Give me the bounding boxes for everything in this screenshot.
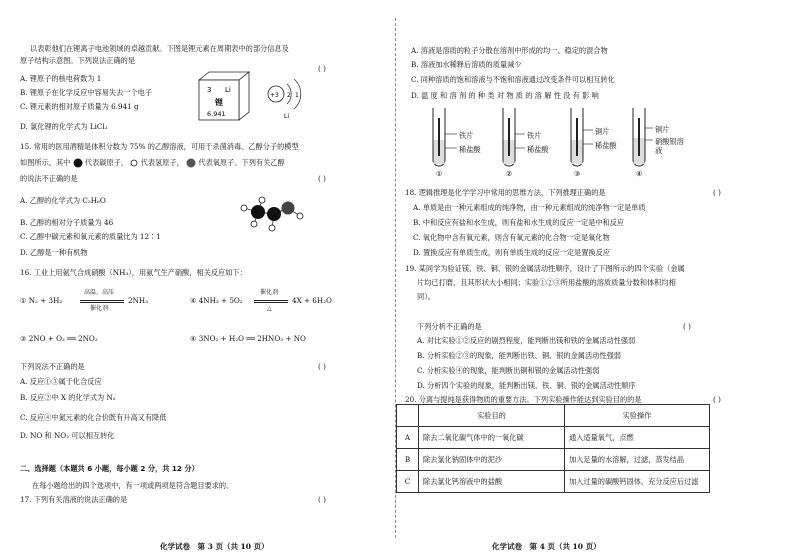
tube-2-liquid: 稀盐酸 [527,145,549,154]
q17-intro: 17. 下列有关溶液的说法正确的是 [20,495,128,504]
q16-answer-paren: ( ) [318,362,326,371]
atom-structure-diagram [260,72,308,122]
q15-option-c: C. 乙醇中碳元素和氧元素的质量比为 12∶1 [20,232,161,241]
q14-option-a: A. 锂原子的核电荷数为 1 [20,74,102,83]
hydrogen-atom-icon [130,159,138,167]
tube-4-number: ④ [636,170,643,178]
q15-option-a: A. 乙醇的化学式为 C₂H₆O [20,196,106,205]
atom-shell-1: 2 [287,92,291,99]
q16-intro: 16. 工业上用氨气合成硝酸（NH₃），用氨气生产硝酸，相关反应如下： [20,268,247,277]
q17-option-c: C. 同种溶质的饱和溶液与不饱和溶液通过改变条件可以相互转化 [411,75,615,84]
tube-4-metal: 铜片 [655,125,670,134]
carbon-atom-icon [73,158,83,168]
table-cell: B [397,449,419,471]
q16-eq4: ④ 3NO₂ + H₂O ══ 2HNO₃ + NO [190,334,306,343]
table-row [397,449,710,471]
tube-3-number: ③ [574,170,581,178]
tube-2-metal: 铁片 [527,131,542,140]
q16-eq2-condition-bottom: △ [267,305,272,312]
table-cell: 加入过量的碳酸钙固体，充分反应后过滤 [565,471,710,493]
q15-text-b: 代表碳原子， [84,158,129,167]
table-cell: C [397,471,419,493]
cell-name: 锂 [215,97,223,107]
footer-page-4: 化学试卷 第 4 页（共 10 页） [492,542,601,551]
q16-eq2-left: ④ 4NH₃ + 5O₂ [190,296,243,305]
section-2-title: 二、选择题（本题共 6 小题，每小题 2 分，共 12 分） [20,464,199,473]
tube-1-number: ① [436,170,443,178]
q19-option-d: D. 分析四个实验的现象，能判断出镁、铁、铜、银的金属活动性顺序 [417,381,636,390]
footer-page-3: 化学试卷 第 3 页（共 10 页） [160,542,269,551]
q19-option-a: A. 对比实验①②反应的剧烈程度，能判断出镁和铁的金属活动性强弱 [417,336,636,345]
tube-1-metal: 铁片 [459,131,474,140]
tube-3-liquid: 稀盐酸 [595,141,617,150]
section-2-description: 在每小题给出的四个选项中，有一项或两项是符合题目要求的。 [32,481,234,490]
q14-option-c: C. 锂元素的相对原子质量为 6.941 g [20,102,139,111]
q20-answer-paren: ( ) [713,395,721,404]
q18-option-c: C. 氧化物中含有氧元素，则含有氧元素的化合物一定是氧化物 [413,233,610,242]
ethanol-molecule-model [232,192,312,236]
q16-eq1-condition-top: 高温、高压 [84,289,115,296]
table-cell: 除去二氧化碳气体中的一氧化碳 [419,427,565,449]
q14-option-b: B. 锂原子在化学反应中容易失去一个电子 [20,88,153,97]
q17-option-a: A. 溶液是溶质的粒子分散在溶剂中形成的均一、稳定的混合物 [411,46,608,55]
q15-line-3: 的说法不正确的是 [20,174,78,183]
table-row [397,427,710,449]
tube-4 [633,108,653,178]
tube-2 [503,108,525,178]
q16-eq1-arrow-line [80,300,124,301]
q16-eq2-right: 4X + 6H₂O [292,296,332,305]
q16-option-a: A. 反应①③属于化合反应 [20,377,102,386]
q19-option-c: C. 分析实验④的现象，能判断出铜和银的金属活动性强弱 [417,366,600,375]
q16-option-d: D. NO 和 NO₂ 可以相互转化 [20,431,115,440]
tube-3-metal: 铜片 [595,127,610,136]
q17-answer-paren: ( ) [318,495,326,504]
q19-line-3: 同）。 [417,292,435,301]
q15-option-b: B. 乙醇的相对分子质量为 46 [20,218,114,227]
q16-option-b: B. 反应②中 X 的化学式为 N₂ [20,393,116,402]
table-cell: 通入适量氧气，点燃 [565,427,710,449]
q15-text-a: 如图所示，其中 [20,158,71,167]
periodic-cell-lithium [193,70,253,122]
table-cell: 除去氯化钠固体中的泥沙 [419,449,565,471]
q16-question: 下列说法不正确的是 [20,362,85,371]
cell-atomic-number: 3 [207,86,212,94]
q16-option-c: C. 反应④中氮元素的化合价既有升高又有降低 [20,413,167,422]
q15-line-2 [20,158,285,168]
q14-option-d: D. 氯化锂的化学式为 LiCl₂ [20,122,108,131]
q14-intro-line-2: 原子结构示意图。下列说法正确的是 [20,56,136,65]
q19-line-1: 19. 某同学为验证镁、铁、铜、银的金属活动性顺序，设计了下图所示的四个实验（金属 [405,264,685,273]
q14-intro-line-1: 以表彰他们在锂离子电池领域的卓越贡献。下图是锂元素在周期表中的部分信息及 [30,44,289,53]
q20-intro: 20. 分离与提纯是获得物质的重要方法。下列实验操作能达到实验目的的是 [405,395,642,404]
q16-eq2-condition-top: 催化剂 [260,289,279,296]
experiment-tubes-diagram [421,104,681,180]
q18-option-b: B. 中和反应有盐和水生成，则有盐和水生成的反应一定是中和反应 [413,218,625,227]
atom-label: Li [284,113,290,120]
q18-answer-paren: ( ) [713,188,721,197]
q14-answer-paren: ( ) [318,64,326,73]
q19-question: 下列分析不正确的是 [417,322,482,331]
q19-option-b: B. 分析实验②③的现象，能判断出铁、铜、银的金属活动性强弱 [417,351,621,360]
cell-symbol: Li [225,86,231,94]
q15-text-d: 代表氧原子。下列有关乙醇 [198,158,285,167]
q15-answer-paren: ( ) [318,174,326,183]
atom-nucleus-charge: +3 [270,92,279,99]
q16-eq2-arrow-line [254,300,288,301]
table-header-cell: 实验操作 [565,405,710,427]
atom-shell-2: 1 [295,92,299,99]
q17-option-d: D. 温 度 和 溶 剂 的 种 类 对 物 质 的 溶 解 性 没 有 影 响 [411,91,599,100]
table-cell: 加入足量的水溶解，过滤，蒸发结晶 [565,449,710,471]
oxygen-atom-icon [186,158,196,168]
tube-2-number: ② [506,170,513,178]
q17-option-b: B. 溶液加水稀释后溶质的质量减少 [411,60,522,69]
q18-option-d: D. 置换反应有单质生成，则有单质生成的反应一定是置换反应 [413,248,610,257]
q19-answer-paren: ( ) [683,322,691,331]
tube-4-liquid: 硝酸银溶液 [655,137,684,155]
table-cell: 除去氯化钙溶液中的盐酸 [419,471,565,493]
q16-eq1-right: 2NH₃ [128,296,149,305]
tube-1 [433,108,457,178]
q20-options-table [396,404,710,493]
cell-atomic-mass: 6.941 [207,110,226,118]
tube-1-liquid: 稀盐酸 [459,145,481,154]
q18-option-a: A. 单质是由一种元素组成的纯净物，由一种元素组成的纯净物一定是单质 [413,203,646,212]
table-header-cell: 实验目的 [419,405,565,427]
q16-eq1-left: ① N₂ + 3H₂ [20,296,63,305]
q15-text-c: 代表氢原子， [140,158,184,167]
table-cell: A [397,427,419,449]
table-header-row [397,405,710,427]
q16-eq1-arrow-line-2 [80,302,124,303]
q16-eq2-arrow-line-2 [254,302,288,303]
q15-line-1: 15. 常用的医用酒精是体积分数为 75% 的乙醇溶液，可用于杀菌消毒。乙醇分子的模型 [20,142,299,151]
q19-line-2: 片均已打磨，且其形状大小相同；实验①②③所用盐酸的溶质质量分数和体积均相 [417,278,676,287]
q18-intro: 18. 逻辑推理是化学学习中常用的思维方法，下列推理正确的是 [405,188,606,197]
q15-option-d: D. 乙醇是一种有机物 [20,248,88,257]
tube-3 [571,108,593,178]
table-header-cell [397,405,419,427]
q16-eq1-condition-bottom: 催化剂 [90,305,109,312]
q16-eq3: ③ 2NO + O₂ ══ 2NO₂ [20,334,98,343]
table-row [397,471,710,493]
